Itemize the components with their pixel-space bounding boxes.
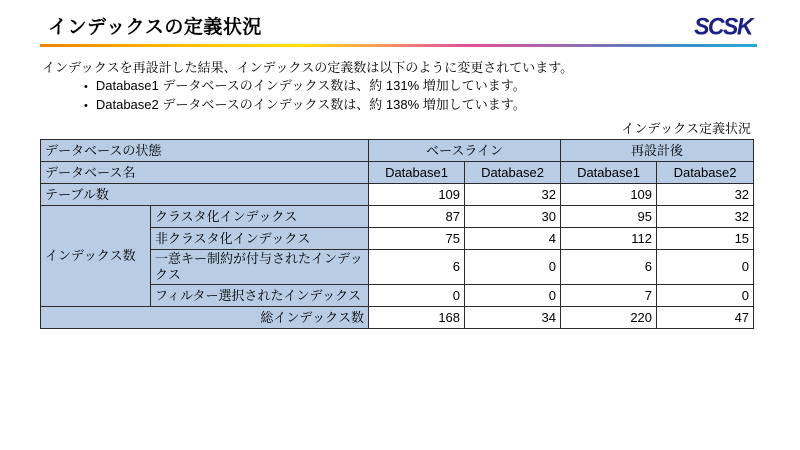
table-cell-row-label: クラスタ化インデックス [151, 206, 369, 228]
table-cell-value: 32 [657, 184, 754, 206]
index-definition-table [40, 139, 754, 329]
table-cell-value: 0 [657, 285, 754, 307]
table-cell-value: 220 [561, 307, 657, 329]
table-cell-row-label: 一意キー制約が付与されたインデックス [151, 250, 369, 285]
scsk-logo: SCSK [694, 12, 752, 40]
table-cell-state-label: データベースの状態 [41, 140, 369, 162]
table-cell-value: 32 [657, 206, 754, 228]
slide-content [40, 59, 753, 329]
table-cell-value: 7 [561, 285, 657, 307]
table-row-tables-count [41, 184, 754, 206]
table-cell-row-label: 非クラスタ化インデックス [151, 228, 369, 250]
table-cell-value: 30 [465, 206, 561, 228]
bullet-item-database2 [84, 96, 753, 115]
bullet-icon: • [84, 81, 88, 93]
table-cell-value: 47 [657, 307, 754, 329]
table-caption: インデックス定義状況 [621, 121, 751, 136]
bullet-item-database1 [84, 77, 753, 96]
bullet-text: Database1 データベースのインデックス数は、約 131% 増加しています。 [95, 78, 526, 93]
table-cell-total-label: 総インデックス数 [41, 307, 369, 329]
table-cell-value: 112 [561, 228, 657, 250]
page-title: インデックスの定義状況 [48, 17, 262, 38]
table-row-header-groups [41, 140, 754, 162]
table-cell-value: 87 [369, 206, 465, 228]
table-cell-value: 34 [465, 307, 561, 329]
table-cell-value: 109 [561, 184, 657, 206]
table-cell-value: 4 [465, 228, 561, 250]
table-row-total [41, 307, 754, 329]
table-cell-db-column: Database1 [369, 162, 465, 184]
table-cell-row-label: テーブル数 [41, 184, 369, 206]
title-gradient-rule [40, 44, 757, 47]
table-row-header-databases [41, 162, 754, 184]
bullet-text: Database2 データベースのインデックス数は、約 138% 増加しています。 [95, 97, 526, 112]
table-cell-value: 168 [369, 307, 465, 329]
table-cell-baseline-label: ベースライン [369, 140, 561, 162]
table-cell-value: 6 [369, 250, 465, 285]
table-cell-group-label: インデックス数 [41, 206, 151, 307]
table-cell-value: 0 [657, 250, 754, 285]
table-cell-value: 0 [465, 250, 561, 285]
table-cell-redesign-label: 再設計後 [561, 140, 754, 162]
table-cell-value: 32 [465, 184, 561, 206]
table-cell-value: 75 [369, 228, 465, 250]
table-cell-name-label: データベース名 [41, 162, 369, 184]
table-cell-value: 0 [465, 285, 561, 307]
table-cell-value: 95 [561, 206, 657, 228]
intro-text: インデックスを再設計した結果、インデックスの定義数は以下のように変更されています。 [42, 60, 574, 75]
table-cell-db-column: Database1 [561, 162, 657, 184]
table-cell-db-column: Database2 [465, 162, 561, 184]
table-cell-value: 0 [369, 285, 465, 307]
bullet-icon: • [84, 100, 88, 112]
table-cell-row-label: フィルター選択されたインデックス [151, 285, 369, 307]
table-cell-value: 15 [657, 228, 754, 250]
table-cell-value: 109 [369, 184, 465, 206]
table-row-clustered-index [41, 206, 754, 228]
table-cell-value: 6 [561, 250, 657, 285]
table-cell-db-column: Database2 [657, 162, 754, 184]
